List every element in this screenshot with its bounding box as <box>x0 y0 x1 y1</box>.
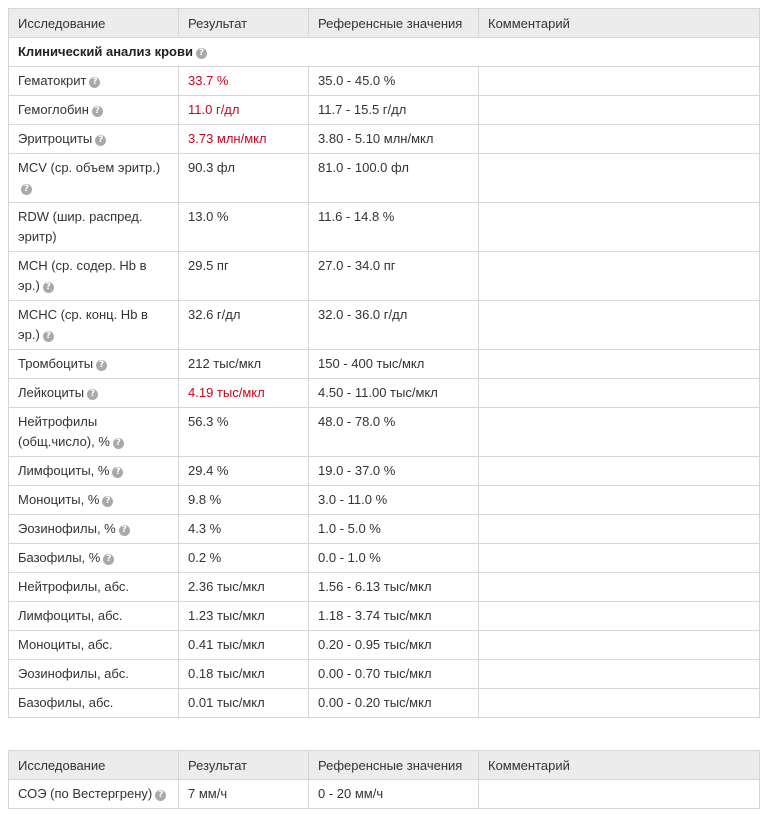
test-name-cell <box>9 203 179 252</box>
test-name-cell <box>9 252 179 301</box>
table-row <box>9 544 760 573</box>
help-icon[interactable]: ? <box>95 135 106 146</box>
table-row <box>9 379 760 408</box>
reference-cell: 1.0 - 5.0 % <box>309 515 479 544</box>
test-name: Базофилы, абс. <box>18 695 114 710</box>
table-row <box>9 573 760 602</box>
reference-cell: 81.0 - 100.0 фл <box>309 154 479 203</box>
table-row <box>9 780 760 809</box>
test-name: Тромбоциты <box>18 356 94 371</box>
comment-cell <box>479 301 760 350</box>
result-cell: 32.6 г/дл <box>179 301 309 350</box>
comment-cell <box>479 602 760 631</box>
comment-cell <box>479 457 760 486</box>
result-cell-abnormal: 11.0 г/дл <box>179 96 309 125</box>
test-name: Лимфоциты, абс. <box>18 608 123 623</box>
section-title: Клинический анализ крови <box>18 44 193 59</box>
comment-cell <box>479 252 760 301</box>
table-header-row <box>9 751 760 780</box>
reference-cell: 35.0 - 45.0 % <box>309 67 479 96</box>
header-result: Результат <box>179 9 309 38</box>
blood-test-table <box>8 8 760 718</box>
result-cell: 29.4 % <box>179 457 309 486</box>
comment-cell <box>479 544 760 573</box>
result-cell: 4.3 % <box>179 515 309 544</box>
test-name-cell <box>9 660 179 689</box>
test-name-cell <box>9 573 179 602</box>
reference-cell: 1.56 - 6.13 тыс/мкл <box>309 573 479 602</box>
reference-cell: 19.0 - 37.0 % <box>309 457 479 486</box>
test-name-cell <box>9 125 179 154</box>
reference-cell: 0.00 - 0.70 тыс/мкл <box>309 660 479 689</box>
table-row <box>9 301 760 350</box>
comment-cell <box>479 660 760 689</box>
header-reference: Референсные значения <box>309 9 479 38</box>
test-name: Нейтрофилы, абс. <box>18 579 130 594</box>
reference-cell: 11.7 - 15.5 г/дл <box>309 96 479 125</box>
esr-table <box>8 750 760 809</box>
table-row <box>9 350 760 379</box>
reference-cell: 11.6 - 14.8 % <box>309 203 479 252</box>
result-cell: 212 тыс/мкл <box>179 350 309 379</box>
comment-cell <box>479 689 760 718</box>
result-cell-abnormal: 3.73 млн/мкл <box>179 125 309 154</box>
result-cell: 9.8 % <box>179 486 309 515</box>
test-name: MCV (ср. объем эритр.) <box>18 160 161 175</box>
result-cell-abnormal: 33.7 % <box>179 67 309 96</box>
header-comment: Комментарий <box>479 751 760 780</box>
test-name-cell <box>9 457 179 486</box>
reference-cell: 27.0 - 34.0 пг <box>309 252 479 301</box>
test-name: Эозинофилы, абс. <box>18 666 129 681</box>
header-test: Исследование <box>9 9 179 38</box>
comment-cell <box>479 125 760 154</box>
comment-cell <box>479 573 760 602</box>
comment-cell <box>479 203 760 252</box>
test-name: Моноциты, абс. <box>18 637 113 652</box>
reference-cell: 0.20 - 0.95 тыс/мкл <box>309 631 479 660</box>
test-name-cell <box>9 515 179 544</box>
reference-cell: 1.18 - 3.74 тыс/мкл <box>309 602 479 631</box>
result-cell: 56.3 % <box>179 408 309 457</box>
test-name: Эозинофилы, % <box>18 521 116 536</box>
result-cell: 7 мм/ч <box>179 780 309 809</box>
test-name: Лимфоциты, % <box>18 463 110 478</box>
test-name: MCH (ср. содер. Hb в эр.) <box>18 258 147 293</box>
test-name-cell <box>9 544 179 573</box>
help-icon[interactable]: ? <box>113 438 124 449</box>
table-header-row <box>9 9 760 38</box>
help-icon[interactable]: ? <box>112 467 123 478</box>
test-name-cell <box>9 96 179 125</box>
table-row <box>9 154 760 203</box>
test-name-cell <box>9 379 179 408</box>
comment-cell <box>479 515 760 544</box>
test-name: Эритроциты <box>18 131 93 146</box>
result-cell: 0.41 тыс/мкл <box>179 631 309 660</box>
section-cell <box>9 38 760 67</box>
result-cell-abnormal: 4.19 тыс/мкл <box>179 379 309 408</box>
help-icon[interactable]: ? <box>43 331 54 342</box>
reference-cell: 3.80 - 5.10 млн/мкл <box>309 125 479 154</box>
comment-cell <box>479 379 760 408</box>
reference-cell: 0 - 20 мм/ч <box>309 780 479 809</box>
help-icon[interactable]: ? <box>21 184 32 195</box>
result-cell: 0.2 % <box>179 544 309 573</box>
result-cell: 29.5 пг <box>179 252 309 301</box>
reference-cell: 32.0 - 36.0 г/дл <box>309 301 479 350</box>
header-comment: Комментарий <box>479 9 760 38</box>
table-row <box>9 486 760 515</box>
help-icon[interactable]: ? <box>96 360 107 371</box>
result-cell: 0.18 тыс/мкл <box>179 660 309 689</box>
reference-cell: 4.50 - 11.00 тыс/мкл <box>309 379 479 408</box>
reference-cell: 0.0 - 1.0 % <box>309 544 479 573</box>
table-row <box>9 203 760 252</box>
test-name: Базофилы, % <box>18 550 101 565</box>
result-cell: 1.23 тыс/мкл <box>179 602 309 631</box>
comment-cell <box>479 96 760 125</box>
test-name: Гемоглобин <box>18 102 89 117</box>
comment-cell <box>479 67 760 96</box>
result-cell: 13.0 % <box>179 203 309 252</box>
test-name-cell <box>9 67 179 96</box>
help-icon[interactable]: ? <box>196 48 207 59</box>
reference-cell: 150 - 400 тыс/мкл <box>309 350 479 379</box>
help-icon[interactable]: ? <box>87 389 98 400</box>
table-row <box>9 689 760 718</box>
reference-cell: 48.0 - 78.0 % <box>309 408 479 457</box>
header-result: Результат <box>179 751 309 780</box>
test-name-cell <box>9 408 179 457</box>
test-name-cell <box>9 154 179 203</box>
header-reference: Референсные значения <box>309 751 479 780</box>
comment-cell <box>479 350 760 379</box>
help-icon[interactable]: ? <box>43 282 54 293</box>
test-name: Моноциты, % <box>18 492 100 507</box>
table-row <box>9 631 760 660</box>
test-name-cell <box>9 689 179 718</box>
result-cell: 0.01 тыс/мкл <box>179 689 309 718</box>
test-name-cell <box>9 780 179 809</box>
table-row <box>9 457 760 486</box>
section-row <box>9 38 760 67</box>
header-test: Исследование <box>9 751 179 780</box>
test-name-cell <box>9 486 179 515</box>
result-cell: 90.3 фл <box>179 154 309 203</box>
test-name: Лейкоциты <box>18 385 85 400</box>
test-name: СОЭ (по Вестергрену) <box>18 786 153 801</box>
help-icon[interactable]: ? <box>103 554 114 565</box>
comment-cell <box>479 154 760 203</box>
comment-cell <box>479 486 760 515</box>
test-name: Нейтрофилы (общ.число), % <box>18 414 110 449</box>
test-name-cell <box>9 631 179 660</box>
table-row <box>9 252 760 301</box>
result-cell: 2.36 тыс/мкл <box>179 573 309 602</box>
test-name: MCHC (ср. конц. Hb в эр.) <box>18 307 148 342</box>
help-icon[interactable]: ? <box>102 496 113 507</box>
help-icon[interactable]: ? <box>155 790 166 801</box>
table-row <box>9 67 760 96</box>
help-icon[interactable]: ? <box>92 106 103 117</box>
test-name: Гематокрит <box>18 73 87 88</box>
table-row <box>9 515 760 544</box>
table-row <box>9 660 760 689</box>
test-name-cell <box>9 350 179 379</box>
table-row <box>9 96 760 125</box>
test-name-cell <box>9 301 179 350</box>
comment-cell <box>479 408 760 457</box>
help-icon[interactable]: ? <box>89 77 100 88</box>
table-row <box>9 125 760 154</box>
reference-cell: 3.0 - 11.0 % <box>309 486 479 515</box>
table-row <box>9 408 760 457</box>
reference-cell: 0.00 - 0.20 тыс/мкл <box>309 689 479 718</box>
table-row <box>9 602 760 631</box>
comment-cell <box>479 631 760 660</box>
test-name-cell <box>9 602 179 631</box>
test-name: RDW (шир. распред. эритр) <box>18 209 143 244</box>
comment-cell <box>479 780 760 809</box>
help-icon[interactable]: ? <box>119 525 130 536</box>
